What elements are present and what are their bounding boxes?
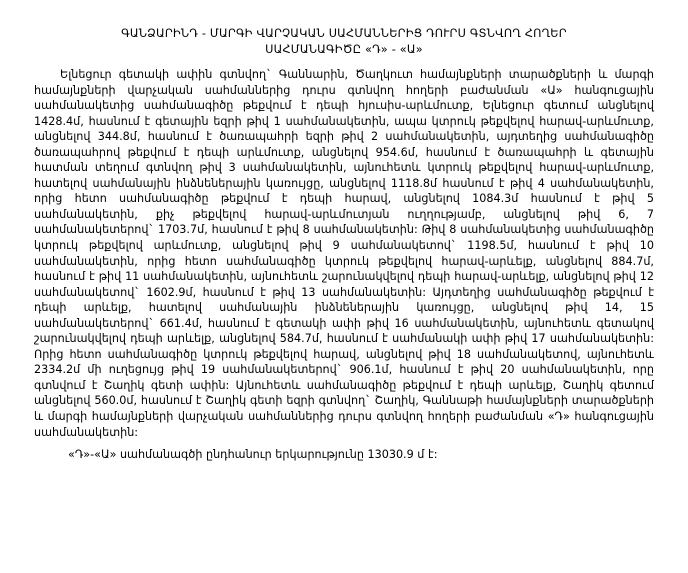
body-paragraph: Ելնեցուր գետակի ափին գտնվող` Գաննարին, Ծաղկուտ համայնքների տարածքների և մարգի համայնքների վարչական սահմաններից դուրս գտնվող հողերի բաժանման «Ա» հանգուցային սահմանակետից սահմանագիծը թեքվում է դեպի հյուսիս-արևմուտք, Ելնեցուր գետում անցնելով 1428.4մ, հասնում է գետային եզրի թիվ 1 սահմանակետին, ապա կտրուկ թեքվելով հարավ-արևմուտք, անցնելով 344.8մ, հասնում է ծառապահրի եզրի թիվ 2 սահմանակետին, այդտեղից սահմանագիծը ծառապահրով թեքվում է դեպի արևմուտք, անցնելով 954.6մ, հասնում է ծառապահրի և գետային հատման տեղում գտնվող թիվ 3 սահմանակետին, այնուհետև կտրուկ թեքվելով հարավ-արևմուտք, հատելով սահմանային ինձնեներային կառույցը, անցնելով 1118.8մ հասնում է թիվ 4 սահմանակետին, որից հետո սահմանագիծը թեքվում է դեպի հարավ, անցնելով 1084.3մ հասնում է թիվ 5 սահմանակետին, քիչ թեքվելով հարավ-արևմուտյան ուղղությամբ, անցնելով թիվ 6, 7 սահմանակետերով` 1703.7մ, հասնում է թիվ 8 սահմանակետին: Թիվ 8 սահմանակետից սահմանագիծը կտրուկ թեքվելով արևմուտք, անցնելով թիվ 9 սահմանակետով` 1198.5մ, հասնում է թիվ 10 սահմանակետին, որից հետո սահմանագիծը կտրուկ թեքվելով հարավ-արևելք, անցնելով 884.7մ, հասնում է թիվ 11 սահմանակետին, այնուհետև շարունակվելով դեպի հարավ-արևելք, անցնելով թիվ 12 սահմանակետով` 1602.9մ, հասնում է թիվ 13 սահմանակետին: Այդտեղից սահմանագիծը թեքվում է դեպի արևելք, հատելով սահմանային ինձնեներային կառույցը, անցնելով թիվ 14, 15 սահմանակետերով` 661.4մ, հասնում է գետակի ափի թիվ 16 սահմանակետին, այնուհետև գետակով շարունակվելով դեպի արևելք, անցնելով 584.7մ, հասնում է սահմանակի ափի թիվ 17 սահմանակետին: Որից հետո սահմանագիծը կտրուկ թեքվելով հարավ, անցնելով թիվ 18 սահմանակետով, այնուհետև 2334.2մ մի ուղեցույց թիվ 19 սահմանակետերով` 906.1մ, հասնում է թիվ 20 սահմանակետին, որը գտնվում է Շաղիկ գետի ափին: Այնուհետև սահմանագիծը թեքվում է դեպի արևելք, Շաղիկ գետում անցնելով 560.0մ, հասնում է Շաղիկ գետի եզրի գտնվող` Շաղիկ, Գաննաթի համայնքների տարածքների և մարգի համայնքների վարչական սահմաններից դուրս գտնվող հողերի բաժանման «Դ» հանգուցային սահմանակետին: [34, 68, 654, 439]
document-title-line-2: ՍԱՀՄԱՆԱԳԻԾԸ «Դ» - «Ա» [265, 42, 423, 56]
document-title-line-1: ԳԱՆՁԱՐԻՆԴ - ՄԱՐԳԻ ՎԱՐՉԱԿԱՆ ՍԱՀՄԱՆՆԵՐԻՑ ԴՈՒՐՍ ԳՏՆՎՈՂ ՀՈՂԵՐ [121, 27, 567, 40]
document-closing-line: «Դ»-«Ա» սահմանագծի ընդհանուր երկարությունը 13030.9 մ է: [68, 448, 438, 462]
document-title [34, 26, 654, 57]
document-body [34, 67, 654, 440]
